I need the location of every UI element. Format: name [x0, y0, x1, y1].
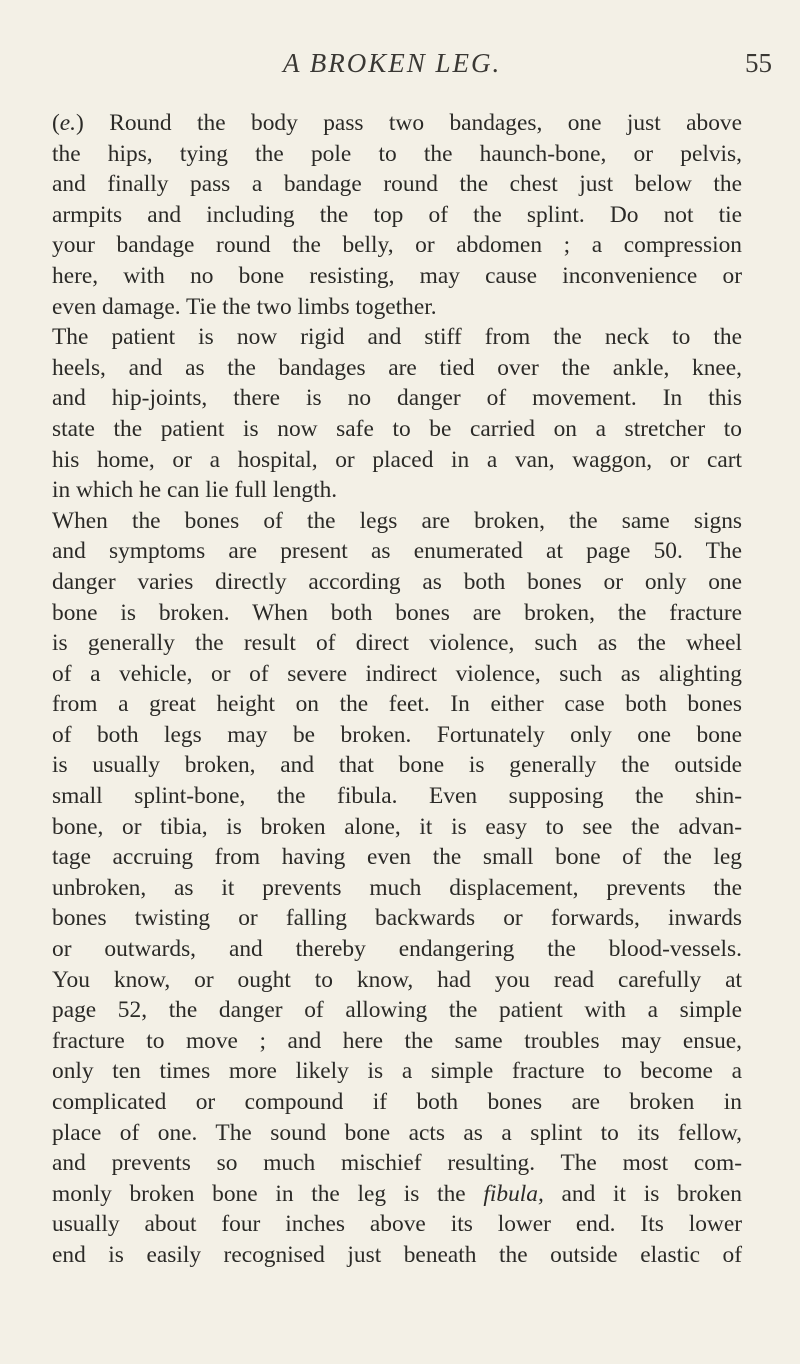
text-line: is usually broken, and that bone is generally the outside — [52, 752, 742, 779]
text-line: unbroken, as it prevents much displacement, prevents the — [52, 874, 742, 901]
text-line: tage accruing from having even the small bone of the leg — [52, 844, 742, 871]
italic-term: fibula, — [483, 1180, 544, 1207]
text-line: armpits and including the top of the splint. Do not tie — [52, 201, 742, 228]
text-fragment: ) Round the body pass two bandages, one just above — [76, 110, 742, 136]
text-line: bones twisting or falling backwards or forwards, inwards — [52, 905, 742, 932]
text-line: or outwards, and thereby endangering the blood-vessels. — [52, 936, 742, 963]
text-line: and symptoms are present as enumerated at page 50. The — [52, 538, 742, 565]
text-line — [52, 108, 742, 139]
text-line: page 52, the danger of allowing the patient with a simple — [52, 997, 742, 1024]
text-line: here, with no bone resisting, may cause inconvenience or — [52, 262, 742, 289]
body-text — [52, 108, 742, 1271]
text-line: your bandage round the belly, or abdomen ; a compression — [52, 232, 742, 259]
text-fragment: ( — [52, 110, 60, 136]
text-line: usually about four inches above its lower end. Its lower — [52, 1211, 742, 1238]
page-number: 55 — [745, 48, 772, 78]
text-line: only ten times more likely is a simple fracture to become a — [52, 1058, 742, 1085]
text-line: even damage. Tie the two limbs together. — [52, 293, 437, 320]
running-head — [0, 48, 800, 88]
text-line: bone is broken. When both bones are broken, the fracture — [52, 599, 742, 626]
text-fragment: and it is broken — [543, 1180, 742, 1207]
text-line: place of one. The sound bone acts as a splint to its fellow, — [52, 1119, 742, 1146]
text-line: bone, or tibia, is broken alone, it is easy to see the advan- — [52, 813, 742, 840]
text-line: of both legs may be broken. Fortunately only one bone — [52, 721, 742, 748]
text-line: fracture to move ; and here the same troubles may ensue, — [52, 1027, 742, 1054]
text-line: end is easily recognised just beneath the outside elastic of — [52, 1241, 742, 1268]
italic-term: e. — [59, 110, 77, 136]
text-line: the hips, tying the pole to the haunch-bone, or pelvis, — [52, 140, 742, 167]
text-line: from a great height on the feet. In either case both bones — [52, 691, 742, 718]
text-line: and prevents so much mischief resulting. The most com- — [52, 1150, 742, 1177]
text-fragment: monly broken bone in the leg is the — [52, 1180, 484, 1207]
text-line: state the patient is now safe to be carried on a stretcher to — [52, 415, 742, 442]
text-line: of a vehicle, or of severe indirect violence, such as alighting — [52, 660, 742, 687]
text-line: danger varies directly according as both bones or only one — [52, 568, 742, 595]
text-line: and finally pass a bandage round the chest just below the — [52, 171, 742, 198]
text-line: complicated or compound if both bones are broken in — [52, 1089, 742, 1115]
text-line: is generally the result of direct violence, such as the wheel — [52, 630, 742, 657]
running-title: A BROKEN LEG. — [283, 48, 502, 78]
text-line: When the bones of the legs are broken, the same signs — [52, 507, 742, 534]
text-line: small splint-bone, the fibula. Even supposing the shin- — [52, 783, 742, 810]
text-line: in which he can lie full length. — [52, 477, 338, 504]
text-line: and hip-joints, there is no danger of movement. In this — [52, 385, 742, 412]
text-line: heels, and as the bandages are tied over the ankle, knee, — [52, 354, 742, 381]
text-line: The patient is now rigid and stiff from the neck to the — [52, 324, 742, 351]
text-line: his home, or a hospital, or placed in a van, waggon, or cart — [52, 446, 742, 473]
text-line: You know, or ought to know, had you read carefully at — [52, 966, 742, 993]
text-line — [52, 1179, 742, 1210]
